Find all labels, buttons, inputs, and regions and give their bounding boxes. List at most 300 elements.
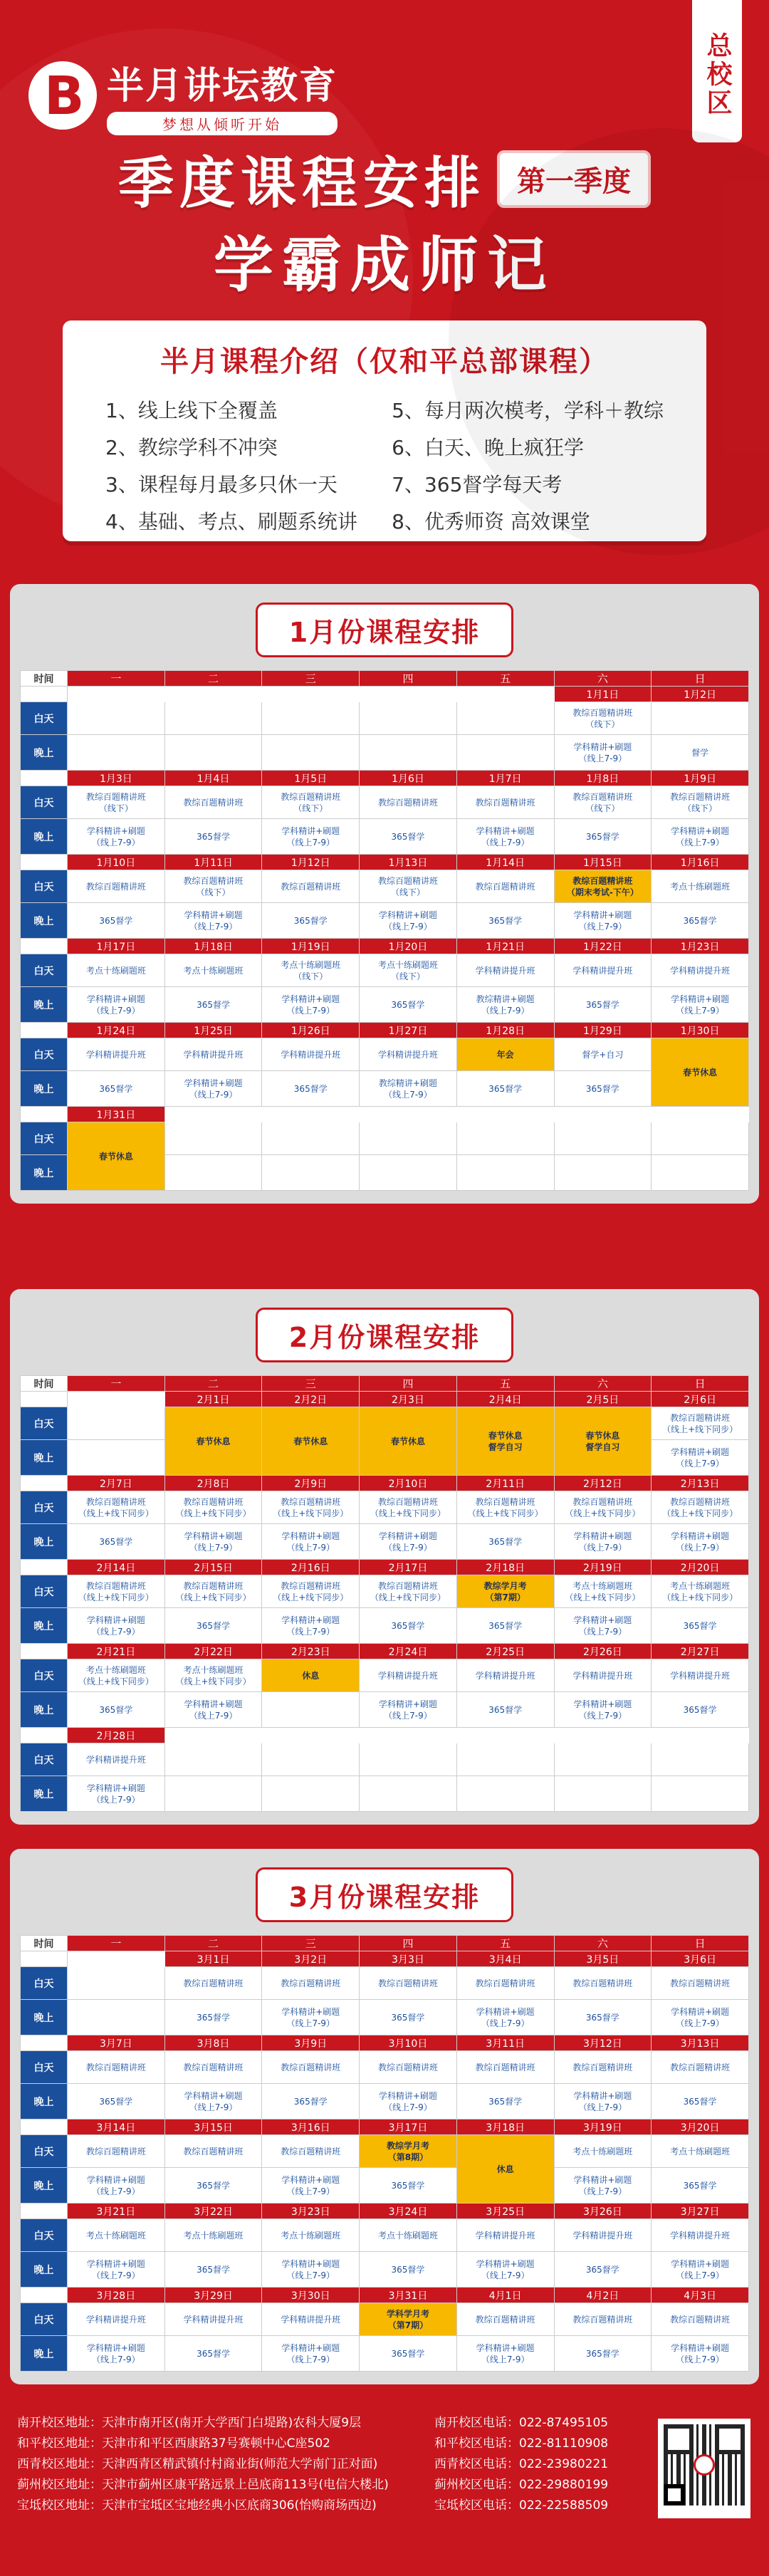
date-label: 3月19日 xyxy=(554,2119,652,2135)
course-line: 365督学 xyxy=(197,999,230,1010)
schedule-cell xyxy=(262,702,360,735)
date-row xyxy=(21,2288,749,2303)
date-row-spacer xyxy=(21,1023,68,1038)
date-row xyxy=(21,1560,749,1575)
date-label: 1月1日 xyxy=(554,687,652,702)
course-line: 考点十练刷题班 xyxy=(281,959,341,970)
schedule-cell xyxy=(262,1743,360,1776)
course-line: 教综百题精讲班 xyxy=(183,1580,244,1591)
date-label: 1月4日 xyxy=(164,771,262,786)
schedule-cell xyxy=(456,870,554,903)
daytime-row xyxy=(21,954,749,987)
schedule-cell xyxy=(68,2252,165,2288)
course-line: 春节休息 xyxy=(683,1067,718,1078)
course-line: 春节休息 xyxy=(390,1436,425,1446)
schedule-cell xyxy=(262,903,360,939)
date-label xyxy=(360,1728,457,1743)
schedule-cell xyxy=(360,1071,457,1107)
schedule-cell xyxy=(262,1155,360,1191)
time-header: 时间 xyxy=(21,1936,68,1951)
schedule-cell xyxy=(164,1491,262,1524)
course-line: 教综百题精讲班 xyxy=(377,875,438,886)
course-line: 考点十练刷题班 xyxy=(85,2230,146,2241)
schedule-cell xyxy=(456,2219,554,2252)
course-line: 365督学 xyxy=(488,2096,523,2107)
course-line: 教综百题精讲班 xyxy=(572,1496,633,1507)
course-line: （第8期） xyxy=(387,2152,429,2162)
course-line: 学科精讲+刷题 xyxy=(671,1531,730,1541)
schedule-cell xyxy=(652,870,749,903)
schedule-cell xyxy=(262,1776,360,1812)
course-line: （线上7-9） xyxy=(92,1626,140,1637)
date-row xyxy=(21,855,749,870)
date-label: 3月12日 xyxy=(554,2035,652,2051)
month-title: 2月份课程安排 xyxy=(256,1308,513,1362)
date-row-spacer xyxy=(21,939,68,954)
course-line: 365督学 xyxy=(197,2180,230,2191)
course-line: 365督学 xyxy=(683,1704,717,1715)
calendar-table xyxy=(20,670,749,1191)
course-line: （线上7-9） xyxy=(286,1626,335,1637)
schedule-cell xyxy=(164,870,262,903)
course-line: （线上7-9） xyxy=(676,2354,724,2364)
date-label: 3月8日 xyxy=(164,2035,262,2051)
course-line: （线下） xyxy=(390,971,425,981)
date-label xyxy=(262,687,360,702)
address-list xyxy=(17,2413,416,2516)
campus-address: 蓟州校区地址：天津市蓟州区康平路远景上邑底商113号(电信大楼北) xyxy=(17,2478,389,2492)
schedule-cell xyxy=(360,1776,457,1812)
page-subtitle: 学霸成师记 xyxy=(213,230,555,300)
schedule-cell xyxy=(554,1776,652,1812)
schedule-cell xyxy=(164,2084,262,2119)
course-line: 督学+自习 xyxy=(582,1049,624,1060)
schedule-cell xyxy=(456,1743,554,1776)
course-line: 教综百题精讲班 xyxy=(183,1496,244,1507)
date-label: 3月28日 xyxy=(68,2288,165,2303)
course-line: 365督学 xyxy=(99,1083,133,1094)
schedule-cell xyxy=(262,1608,360,1644)
schedule-cell xyxy=(554,1155,652,1191)
schedule-cell xyxy=(262,1575,360,1608)
date-row xyxy=(21,1644,749,1659)
date-label: 3月5日 xyxy=(554,1951,652,1967)
date-row xyxy=(21,2204,749,2219)
date-label: 1月15日 xyxy=(554,855,652,870)
schedule-cell xyxy=(262,1692,360,1728)
schedule-cell xyxy=(652,2219,749,2252)
calendar-table xyxy=(20,1375,749,1812)
weekday-header: 五 xyxy=(456,1376,554,1392)
schedule-cell xyxy=(456,1155,554,1191)
course-line: 365督学 xyxy=(683,915,717,926)
slot-label-day: 白天 xyxy=(21,702,68,735)
date-label: 2月22日 xyxy=(164,1644,262,1659)
course-line: 教综百题精讲班 xyxy=(377,1978,438,1988)
course-line: 教综百题精讲班 xyxy=(281,2146,341,2157)
date-label xyxy=(164,1728,262,1743)
course-line: 教综百题精讲班 xyxy=(85,881,146,892)
course-line: （线上7-9） xyxy=(676,837,724,848)
course-line: （线上7-9） xyxy=(676,1542,724,1553)
daytime-row xyxy=(21,1491,749,1524)
course-line: 教综百题精讲班 xyxy=(572,791,633,802)
schedule-cell xyxy=(360,1743,457,1776)
schedule-cell xyxy=(360,2084,457,2119)
date-label: 1月22日 xyxy=(554,939,652,954)
date-label: 1月7日 xyxy=(456,771,554,786)
date-label xyxy=(554,1728,652,1743)
schedule-cell xyxy=(652,1692,749,1728)
schedule-cell xyxy=(652,1575,749,1608)
schedule-cell xyxy=(262,1071,360,1107)
schedule-cell xyxy=(554,870,652,903)
schedule-cell xyxy=(164,1122,262,1155)
date-row-spacer xyxy=(21,1476,68,1491)
schedule-cell xyxy=(554,786,652,819)
date-label: 2月6日 xyxy=(652,1392,749,1407)
schedule-cell xyxy=(164,1743,262,1776)
course-line: 学科精讲提升班 xyxy=(281,2314,341,2325)
schedule-cell xyxy=(262,2051,360,2084)
schedule-cell xyxy=(164,1692,262,1728)
date-row xyxy=(21,939,749,954)
date-label: 4月2日 xyxy=(554,2288,652,2303)
date-label: 2月19日 xyxy=(554,1560,652,1575)
course-line: 年会 xyxy=(496,1049,514,1060)
course-line: （线上7-9） xyxy=(286,2270,335,2280)
evening-row xyxy=(21,2252,749,2288)
course-line: 教综百题精讲班 xyxy=(475,1496,535,1507)
course-line: 学科精讲+刷题 xyxy=(86,825,145,836)
course-line: 学科精讲提升班 xyxy=(183,2314,244,2325)
daytime-row xyxy=(21,1967,749,2000)
date-label: 3月4日 xyxy=(456,1951,554,1967)
course-line: 学科精讲+刷题 xyxy=(86,2342,145,2353)
schedule-cell xyxy=(164,1038,262,1071)
time-header: 时间 xyxy=(21,1376,68,1392)
course-line: 365督学 xyxy=(197,831,230,842)
date-label: 3月17日 xyxy=(360,2119,457,2135)
weekday-header: 三 xyxy=(262,1376,360,1392)
month-title: 1月份课程安排 xyxy=(256,603,513,657)
slot-label-night: 晚上 xyxy=(21,1608,68,1644)
course-line: （线上+线下同步） xyxy=(78,1592,154,1602)
evening-row xyxy=(21,2000,749,2035)
schedule-cell xyxy=(68,1692,165,1728)
course-line: （线上7-9） xyxy=(189,921,238,932)
course-line: 学科精讲+刷题 xyxy=(86,2258,145,2269)
schedule-cell xyxy=(68,2135,165,2168)
date-row xyxy=(21,1476,749,1491)
schedule-cell xyxy=(554,819,652,855)
schedule-cell xyxy=(164,2168,262,2204)
course-line: （线下） xyxy=(98,803,133,813)
schedule-cell xyxy=(456,1038,554,1071)
course-line: 365督学 xyxy=(99,1704,133,1715)
course-line: （线上7-9） xyxy=(481,2018,530,2028)
date-row-spacer xyxy=(21,2119,68,2135)
course-line: 考点十练刷题班 xyxy=(670,881,731,892)
schedule-cell xyxy=(68,954,165,987)
course-line: 考点十练刷题班 xyxy=(572,2146,633,2157)
schedule-cell xyxy=(652,2336,749,2372)
course-line: 学科精讲+刷题 xyxy=(573,2174,632,2185)
date-label: 1月30日 xyxy=(652,1023,749,1038)
schedule-cell xyxy=(456,2000,554,2035)
course-line: （第7期） xyxy=(485,1592,525,1602)
evening-row xyxy=(21,903,749,939)
course-line: 学科精讲提升班 xyxy=(377,1670,438,1681)
course-line: 教综百题精讲班 xyxy=(281,1580,341,1591)
course-line: （线上7-9） xyxy=(286,1542,335,1553)
course-line: （线上7-9） xyxy=(578,1542,627,1553)
course-line: （线上7-9） xyxy=(481,837,530,848)
date-label: 3月6日 xyxy=(652,1951,749,1967)
course-line: 教综百题精讲班 xyxy=(670,791,731,802)
course-line: 学科精讲提升班 xyxy=(475,2230,535,2241)
slot-label-night: 晚上 xyxy=(21,2252,68,2288)
date-label: 4月1日 xyxy=(456,2288,554,2303)
course-line: 学科精讲提升班 xyxy=(670,1670,731,1681)
date-label: 1月24日 xyxy=(68,1023,165,1038)
daytime-row xyxy=(21,2135,749,2168)
schedule-cell xyxy=(360,1575,457,1608)
date-label: 1月16日 xyxy=(652,855,749,870)
evening-row xyxy=(21,735,749,771)
date-label: 3月21日 xyxy=(68,2204,165,2219)
course-line: 学科精讲+刷题 xyxy=(476,2006,535,2017)
date-label xyxy=(456,1107,554,1122)
date-label: 4月3日 xyxy=(652,2288,749,2303)
course-line: 学科精讲提升班 xyxy=(475,1670,535,1681)
date-label: 2月28日 xyxy=(68,1728,165,1743)
course-line: （线上7-9） xyxy=(286,2186,335,2196)
date-label: 2月24日 xyxy=(360,1644,457,1659)
course-line: （线下） xyxy=(293,971,328,981)
schedule-cell xyxy=(164,1407,262,1476)
daytime-row xyxy=(21,1407,749,1440)
schedule-cell xyxy=(456,1967,554,2000)
schedule-cell xyxy=(554,2168,652,2204)
course-line: 学科精讲+刷题 xyxy=(281,825,340,836)
intro-title: 半月课程介绍（仅和平总部课程） xyxy=(160,345,609,378)
slot-label-night: 晚上 xyxy=(21,1440,68,1476)
schedule-cell xyxy=(68,1967,165,2000)
course-line: （期末考试-下午） xyxy=(566,887,639,897)
course-line: 学科精讲提升班 xyxy=(281,1049,341,1060)
schedule-cell xyxy=(164,1071,262,1107)
date-label: 2月7日 xyxy=(68,1476,165,1491)
schedule-cell xyxy=(262,954,360,987)
course-line: 教综百题精讲班 xyxy=(475,881,535,892)
date-label: 3月13日 xyxy=(652,2035,749,2051)
weekday-header: 六 xyxy=(554,1376,652,1392)
schedule-cell xyxy=(554,702,652,735)
course-line: 春节休息 xyxy=(488,1430,523,1441)
course-line: 教综精讲+刷题 xyxy=(378,1078,437,1088)
date-label: 1月9日 xyxy=(652,771,749,786)
course-line: （线上7-9） xyxy=(92,2186,140,2196)
month-schedule-february xyxy=(10,1289,759,1825)
slot-label-day: 白天 xyxy=(21,2135,68,2168)
course-line: （线上7-9） xyxy=(481,1005,530,1016)
date-label: 1月12日 xyxy=(262,855,360,870)
daytime-row xyxy=(21,2303,749,2336)
date-row xyxy=(21,1728,749,1743)
schedule-cell xyxy=(456,987,554,1023)
date-label: 2月8日 xyxy=(164,1476,262,1491)
slot-label-night: 晚上 xyxy=(21,987,68,1023)
schedule-cell xyxy=(456,2051,554,2084)
evening-row xyxy=(21,1524,749,1560)
course-line: 休息 xyxy=(302,1670,320,1681)
campus-tag: 总校区 xyxy=(692,0,742,142)
course-line: （第7期） xyxy=(387,2320,429,2330)
schedule-cell xyxy=(360,1407,457,1476)
schedule-cell xyxy=(652,786,749,819)
schedule-cell xyxy=(262,870,360,903)
course-line: （线上7-9） xyxy=(189,1089,238,1100)
course-line: 考点十练刷题班 xyxy=(281,2230,341,2241)
course-line: 教综百题精讲班 xyxy=(183,875,244,886)
course-line: （线下） xyxy=(196,887,231,897)
course-line: （线上7-9） xyxy=(189,1710,238,1721)
course-line: 考点十练刷题班 xyxy=(572,1580,633,1591)
course-line: （线下） xyxy=(293,803,328,813)
course-line: 考点十练刷题班 xyxy=(85,965,146,976)
slot-label-night: 晚上 xyxy=(21,2336,68,2372)
weekday-header: 四 xyxy=(360,1936,457,1951)
intro-card xyxy=(63,320,706,541)
schedule-cell xyxy=(554,903,652,939)
date-label xyxy=(652,1728,749,1743)
course-line: 教综百题精讲班 xyxy=(670,1412,731,1423)
date-label: 2月14日 xyxy=(68,1560,165,1575)
slot-label-day: 白天 xyxy=(21,1122,68,1155)
schedule-cell xyxy=(164,1967,262,2000)
course-line: 学科学月考 xyxy=(386,2308,429,2319)
course-line: 休息 xyxy=(496,2164,514,2174)
date-label: 3月31日 xyxy=(360,2288,457,2303)
schedule-cell xyxy=(652,1743,749,1776)
course-line: 学科精讲提升班 xyxy=(183,1049,244,1060)
weekday-header: 二 xyxy=(164,671,262,687)
date-label: 1月29日 xyxy=(554,1023,652,1038)
date-label xyxy=(164,687,262,702)
course-line: （线上+线下同步） xyxy=(370,1508,446,1518)
course-line: 教综百题精讲班 xyxy=(85,791,146,802)
course-line: 学科精讲+刷题 xyxy=(573,909,632,920)
schedule-cell xyxy=(456,2252,554,2288)
schedule-cell xyxy=(68,1776,165,1812)
schedule-cell xyxy=(456,954,554,987)
slot-label-night: 晚上 xyxy=(21,1692,68,1728)
schedule-cell xyxy=(68,1608,165,1644)
course-line: （线上7-9） xyxy=(676,1005,724,1016)
course-line: （线上+线下同步） xyxy=(175,1508,251,1518)
schedule-cell xyxy=(554,1071,652,1107)
slot-label-day: 白天 xyxy=(21,1491,68,1524)
date-row-spacer xyxy=(21,1644,68,1659)
schedule-cell xyxy=(164,786,262,819)
course-line: 365督学 xyxy=(391,2348,425,2359)
course-line: （线上7-9） xyxy=(92,2270,140,2280)
weekday-header: 二 xyxy=(164,1936,262,1951)
date-row-spacer xyxy=(21,2288,68,2303)
course-line: （线下） xyxy=(585,803,620,813)
course-line: 教综百题精讲班 xyxy=(85,2062,146,2072)
slot-label-night: 晚上 xyxy=(21,1524,68,1560)
course-line: （线上7-9） xyxy=(384,921,432,932)
date-label: 1月13日 xyxy=(360,855,457,870)
slot-label-day: 白天 xyxy=(21,1743,68,1776)
course-line: 教综百题精讲班 xyxy=(572,2062,633,2072)
course-line: 365督学 xyxy=(391,1620,425,1631)
course-line: （线上7-9） xyxy=(92,1005,140,1016)
course-line: 365督学 xyxy=(585,831,619,842)
course-line: （线上7-9） xyxy=(92,837,140,848)
course-line: 365督学 xyxy=(293,1083,328,1094)
date-label xyxy=(652,1107,749,1122)
evening-row xyxy=(21,819,749,855)
course-line: 学科精讲提升班 xyxy=(85,1049,146,1060)
evening-row xyxy=(21,987,749,1023)
schedule-cell xyxy=(456,2303,554,2336)
date-label: 1月8日 xyxy=(554,771,652,786)
course-line: 学科精讲+刷题 xyxy=(86,1783,145,1793)
qr-code-icon xyxy=(658,2419,750,2518)
course-line: 学科精讲提升班 xyxy=(85,1754,146,1765)
course-line: 督学自习 xyxy=(585,1441,620,1452)
course-line: （线上7-9） xyxy=(384,1089,432,1100)
course-line: 学科精讲+刷题 xyxy=(573,2090,632,2101)
course-line: （线下） xyxy=(390,887,425,897)
evening-row xyxy=(21,1692,749,1728)
schedule-cell xyxy=(164,2219,262,2252)
course-line: （线上7-9） xyxy=(92,1794,140,1805)
date-label xyxy=(456,1728,554,1743)
course-line: （线上7-9） xyxy=(286,837,335,848)
course-line: 学科精讲+刷题 xyxy=(671,994,730,1004)
course-line: 365督学 xyxy=(99,1536,133,1547)
course-line: 学科精讲+刷题 xyxy=(671,825,730,836)
course-line: 督学自习 xyxy=(488,1441,523,1452)
date-label: 2月26日 xyxy=(554,1644,652,1659)
date-label: 1月11日 xyxy=(164,855,262,870)
intro-item: 1、线上线下全覆盖 xyxy=(105,399,278,422)
date-label: 3月23日 xyxy=(262,2204,360,2219)
course-line: 学科精讲提升班 xyxy=(475,965,535,976)
schedule-cell xyxy=(68,870,165,903)
course-line: （线下） xyxy=(585,719,620,729)
date-label: 3月16日 xyxy=(262,2119,360,2135)
date-label: 1月17日 xyxy=(68,939,165,954)
slot-label-night: 晚上 xyxy=(21,735,68,771)
course-line: 365督学 xyxy=(585,2348,619,2359)
course-line: 学科精讲+刷题 xyxy=(476,2258,535,2269)
schedule-cell xyxy=(554,1524,652,1560)
schedule-cell xyxy=(456,1407,554,1476)
schedule-cell xyxy=(360,1491,457,1524)
intro-item: 6、白天、晚上疯狂学 xyxy=(392,436,584,459)
course-line: 教综学月考 xyxy=(386,2140,429,2151)
schedule-cell xyxy=(360,1038,457,1071)
course-line: 教综百题精讲班 xyxy=(475,2314,535,2325)
date-label: 1月3日 xyxy=(68,771,165,786)
schedule-cell xyxy=(554,2219,652,2252)
schedule-cell xyxy=(554,2084,652,2119)
